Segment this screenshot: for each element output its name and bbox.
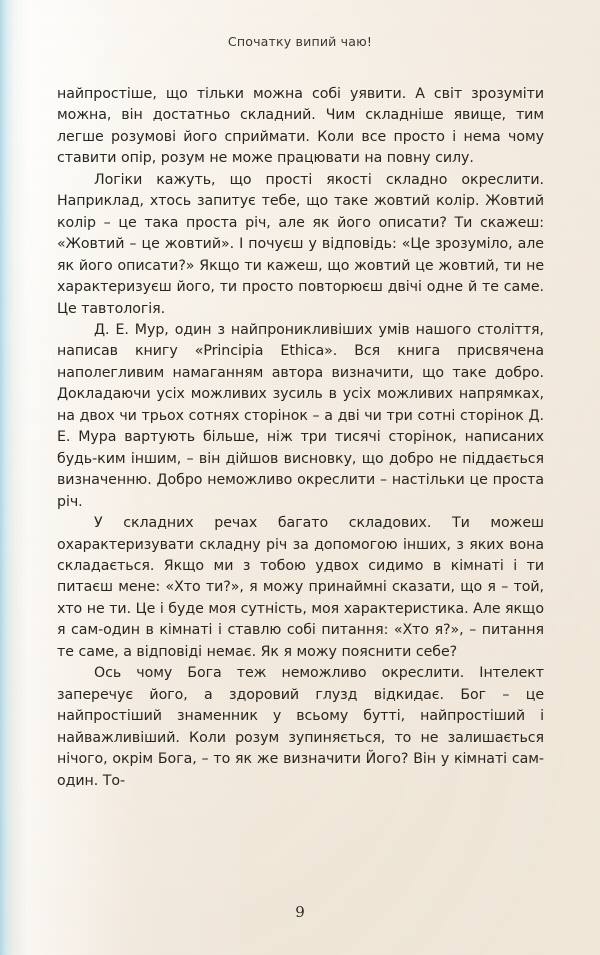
running-head: Спочатку випий чаю! — [227, 34, 373, 49]
body-text-block — [57, 84, 544, 792]
book-title-principia-ethica: Principia Ethica — [203, 343, 325, 360]
paragraph — [57, 320, 544, 513]
paragraph: Логіки кажуть, що прості якості складно окреслити. Наприклад, хтось запитує тебе, що таке жовтий колір. Жовтий колір – це така проста річ, але як його описати? Ти скажеш: «Жовтий – це жовтий». І почуєш у відповідь: «Це зрозуміло, але як його описати?» Якщо ти кажеш, що жовтий це жовтий, ти не характеризуєш його, ти просто повторюєш двічі одне й те саме. Це тавтологія. — [57, 171, 544, 317]
paragraph: У складних речах багато складових. Ти можеш охарактеризувати складну річ за допомогою інших, з яких вона складається. Якщо ми з тобою удвох сидимо в кімнаті і ти питаєш мене: «Хто ти?», я можу принаймні сказати, що я – той, хто не ти. Це і буде моя сутність, моя характеристика. Але якщо я сам-один в кімнаті і ставлю собі питання: «Хто я?», – питання те саме, а відповіді немає. Як я можу пояснити себе? — [57, 515, 545, 660]
paragraph: Ось чому Бога теж неможливо окреслити. Інтелект заперечує його, а здоровий глузд відкидає. Бог – це найпростіший знаменник у всьому бутті, найпростіший і найважливіший. Коли розум зупиняється, то не залишається нічого, окрім Бога, – то як же визначити Його? Він у кімнаті сам-один. То- — [57, 665, 544, 789]
paragraph-text-after-title: ». Вся книга присвячена наполегливим намаганням автора визначити, що таке добро. Докладаючи усіх можливих зусиль в усіх можливих напрямках, на двох чи трьох сотнях сторінок – а дві чи три сотні сторінок Д. Е. Мура вартують більше, ніж три тисячі сторінок, написаних будь-ким іншим, – він дійшов висновку, що добро не піддається визначенню. Добро неможливо окреслити – настільки це проста річ. — [57, 343, 544, 510]
paragraph: найпростіше, що тільки можна собі уявити. А світ зрозуміти можна, він достатньо складний. Чим складніше явище, тим легше розумові його сприймати. Коли все просто і нема чому ставити опір, розум не може працювати на повну силу. — [57, 86, 544, 167]
page-number: 9 — [295, 903, 305, 921]
paragraph-text-before-title: Д. Е. Мур, один з найпроникливіших умів нашого століття, написав книгу « — [57, 321, 544, 360]
